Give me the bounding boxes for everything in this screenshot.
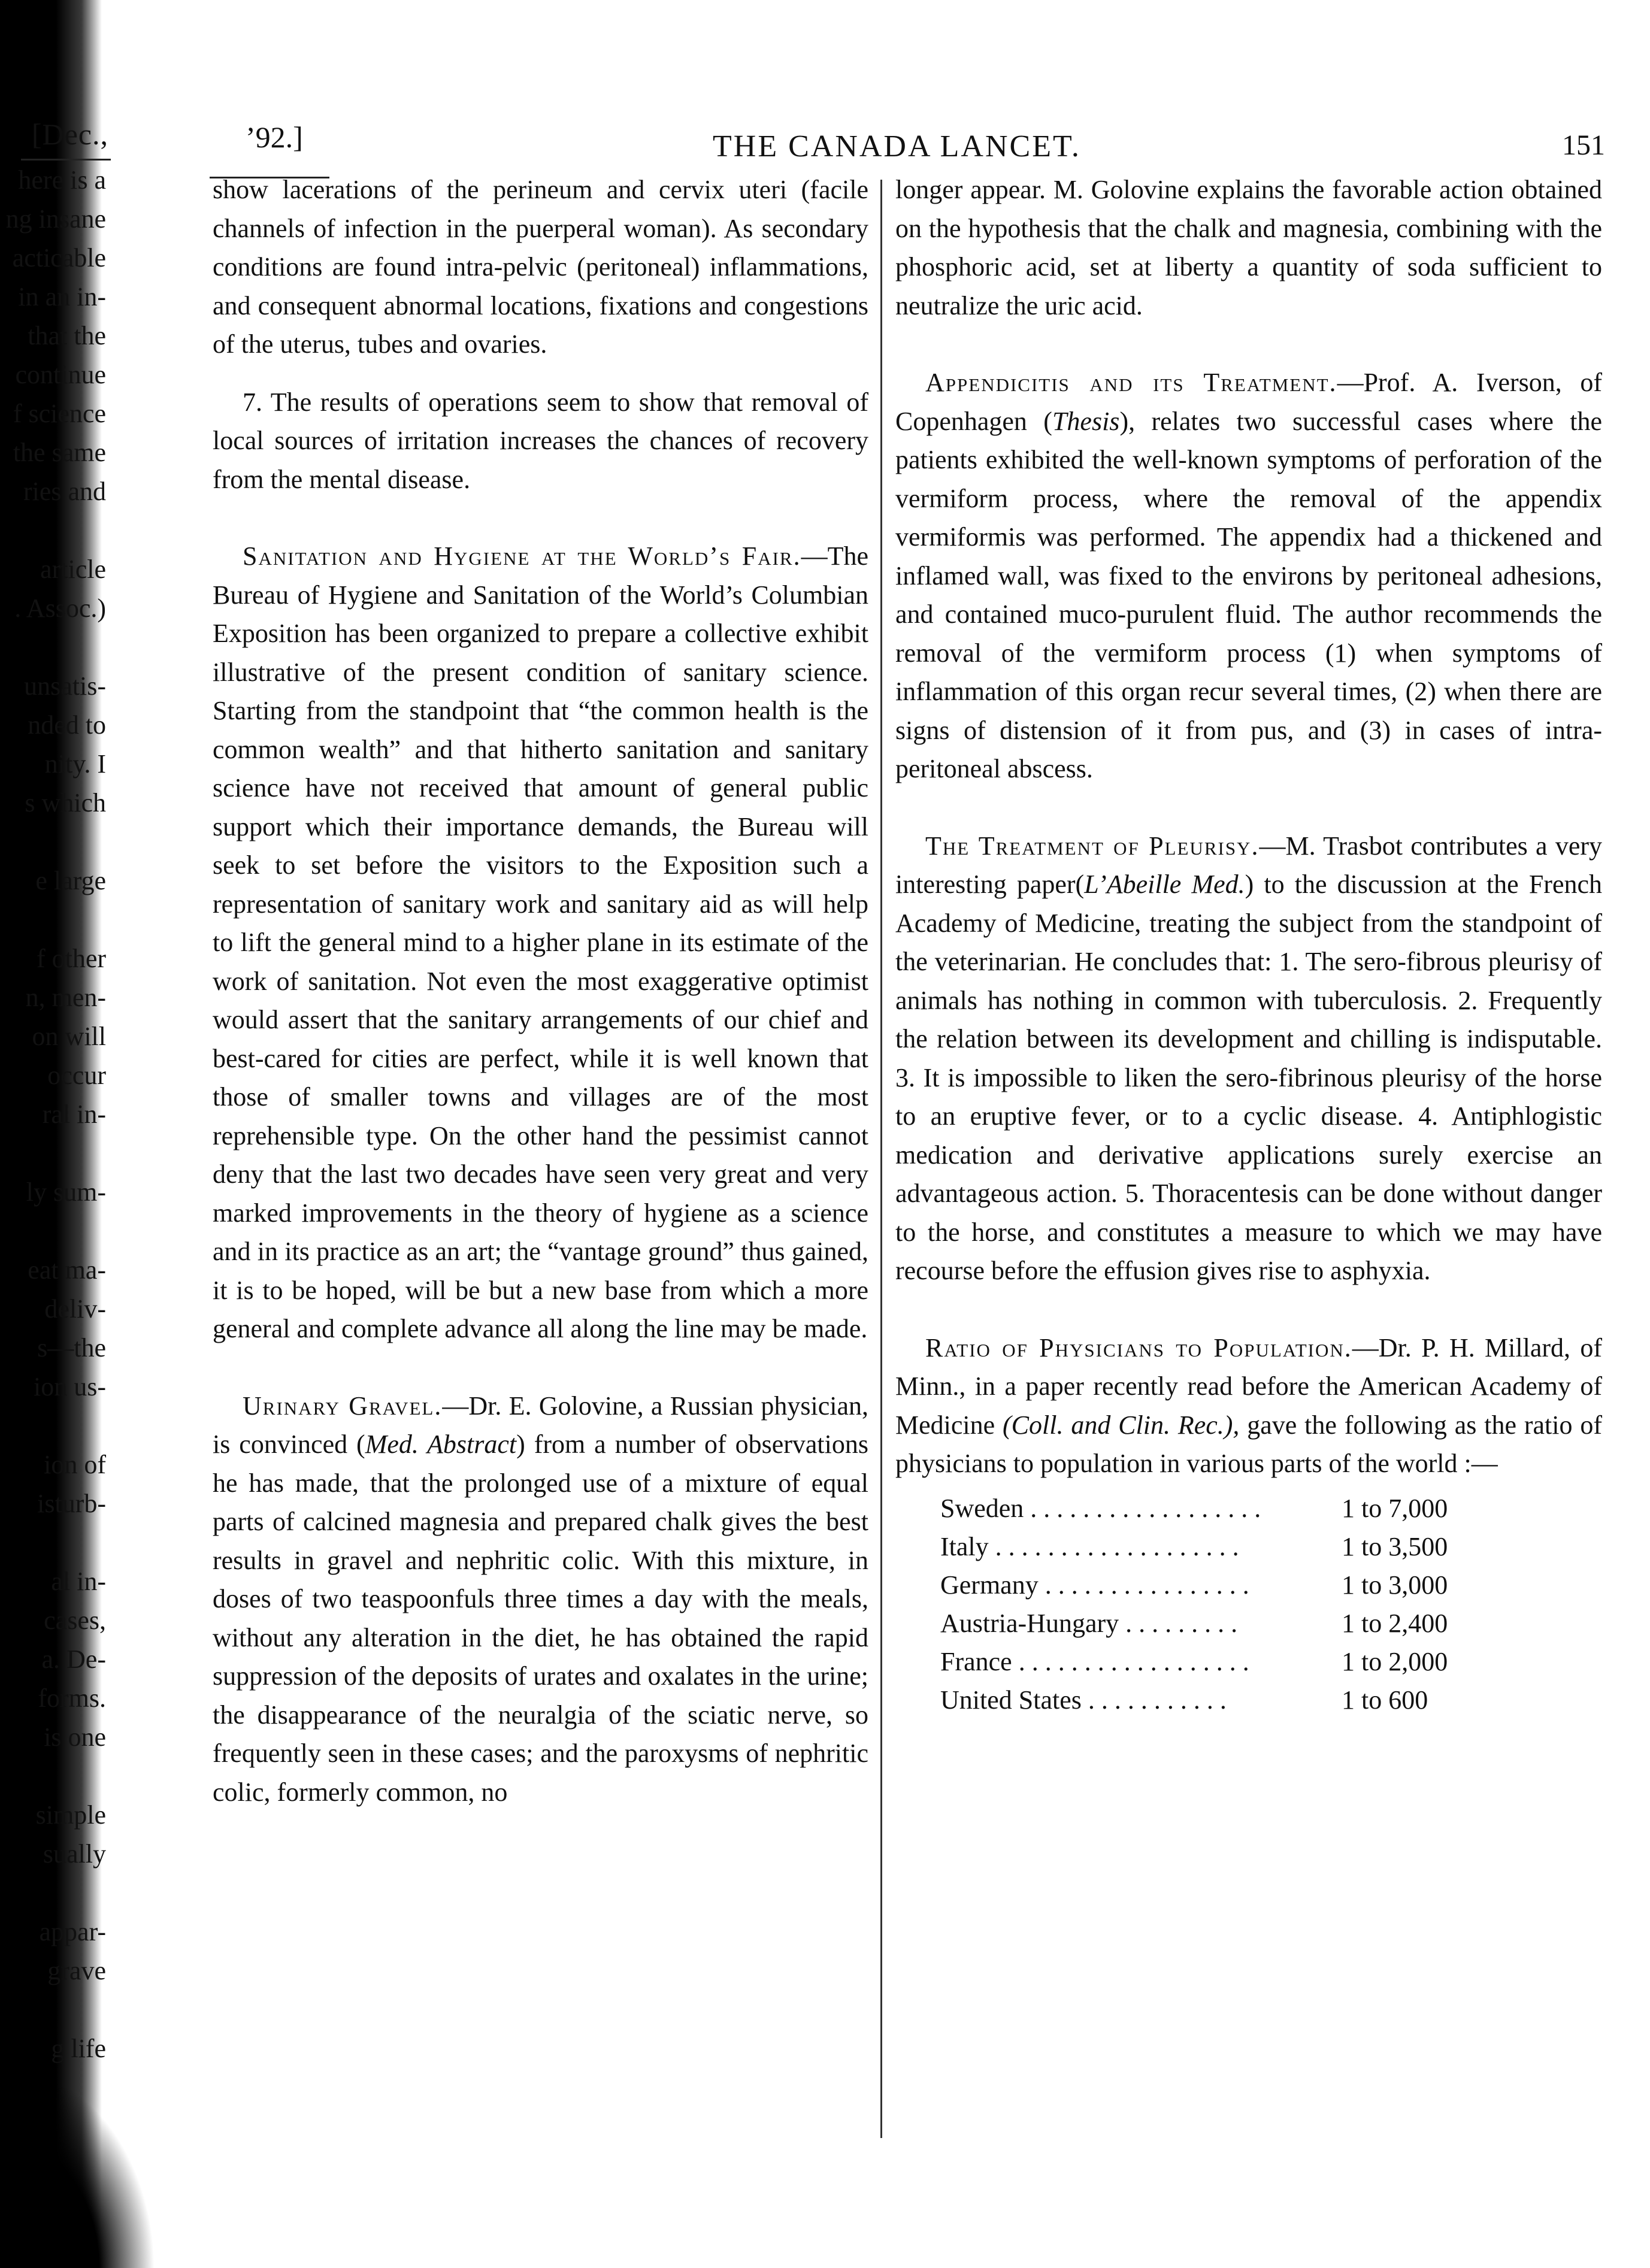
previous-page-line: the same	[13, 438, 106, 467]
article-body: —Prof. A. Iverson, of Copenhagen (	[895, 368, 1602, 436]
article-pleurisy	[895, 827, 1602, 1291]
header-year: ’92.]	[246, 120, 303, 154]
table-row	[940, 1681, 1521, 1719]
source-citation: (Coll. and Clin. Rec.),	[1003, 1410, 1240, 1440]
ratio-cell: 1 to 2,400	[1342, 1608, 1448, 1638]
column-divider	[880, 180, 882, 2138]
paragraph-continued: longer appear. M. Golovine explains the favorable action obtained on the hypothesis that the chalk and magnesia, combining with the phosphoric acid, set at liberty a quantity of soda sufficient to neutralize the uric acid.	[895, 175, 1602, 320]
previous-page-line: ries and	[23, 477, 106, 506]
source-citation: Thesis	[1052, 406, 1120, 436]
country-cell: Germany . . . . . . . . . . . . . . . .	[940, 1570, 1249, 1600]
previous-page-line: . Assoc.)	[14, 594, 106, 623]
ratio-cell: 1 to 600	[1342, 1685, 1428, 1715]
previous-page-line: ng insane	[5, 204, 106, 234]
previous-page-line: grave	[47, 1956, 106, 1985]
previous-page-line: simple	[35, 1800, 106, 1830]
previous-page-line: ion us-	[34, 1372, 106, 1401]
article-heading: The Treatment of Pleurisy.	[925, 831, 1260, 861]
previous-page-line: f science	[13, 399, 106, 428]
article-body: ) to the discussion at the French Academy of Medicine, treating the subject from the standpoint of the veterinarian. He concludes that: 1. The sero-fibrous pleurisy of animals has nothing in common with tuberculosis. 2. Frequently the relation between its development and chilling is indisputable. 3. It is impossible to liken the sero-fibrinous pleurisy of the horse to an eruptive fever, or to a cyclic disease. 4. Antiphlogistic medication and derivative applications surely exercise an advantageous action. 5. Thoracentesis can be done without danger to the horse, and constitutes a measure to which we may have recourse before the effusion gives rise to asphyxia.	[895, 870, 1602, 1285]
ratio-cell: 1 to 3,500	[1342, 1531, 1448, 1561]
previous-page-line: in an in-	[18, 282, 106, 311]
article-appendicitis	[895, 364, 1602, 789]
previous-page-line: deliv-	[44, 1294, 106, 1324]
paragraph-continued: show lacerations of the perineum and cervix uteri (facile channels of infection in the puerperal woman). As secondary conditions are found intra-pelvic (peritoneal) inflammations, and consequent abnormal locations, fixations and congestions of the uterus, tubes and ovaries.	[213, 175, 868, 359]
source-citation: Med. Abstract	[365, 1430, 517, 1459]
article-body: gave the following as the ratio of physicians to population in various parts of the world :—	[895, 1410, 1602, 1478]
country-cell: United States . . . . . . . . . . .	[940, 1685, 1227, 1715]
previous-page-line: forms.	[38, 1683, 106, 1713]
previous-page-line: unsatis-	[24, 671, 106, 701]
previous-page-line: sually	[43, 1839, 106, 1869]
article-heading: Ratio of Physicians to Population.	[925, 1333, 1352, 1362]
journal-title: THE CANADA LANCET.	[713, 129, 1081, 163]
country-cell: Italy . . . . . . . . . . . . . . . . . . .	[940, 1531, 1239, 1561]
previous-page-line: ral in-	[42, 1100, 106, 1129]
previous-page-line: a. De-	[41, 1645, 106, 1674]
table-row	[940, 1566, 1521, 1604]
previous-page-line: nded to	[28, 710, 106, 740]
article-ratio-physicians	[895, 1329, 1602, 1483]
previous-page-line: article	[40, 555, 106, 584]
ratio-table	[940, 1489, 1521, 1719]
article-heading: Sanitation and Hygiene at the World’s Fair.	[243, 541, 801, 571]
previous-page-line: cases,	[44, 1606, 106, 1635]
table-row	[940, 1489, 1521, 1528]
previous-page-rule	[21, 159, 111, 161]
previous-page-line: e large	[35, 866, 106, 895]
article-urinary-gravel	[213, 1387, 868, 1812]
country-cell: Austria-Hungary . . . . . . . . .	[940, 1608, 1238, 1638]
left-column	[213, 171, 868, 1812]
previous-page-line: is one	[44, 1722, 106, 1752]
article-body: —M. Trasbot contributes a very interesting paper(	[895, 831, 1603, 899]
previous-page-line: g life	[51, 2034, 106, 2063]
article-sanitation	[213, 537, 868, 1349]
previous-page-line: s—the	[37, 1333, 106, 1362]
article-body: —Dr. P. H. Millard, of Minn., in a paper recently read before the American Academy of Medicine	[895, 1333, 1602, 1440]
page-number: 151	[1562, 129, 1605, 161]
previous-page-line: appar-	[39, 1917, 106, 1946]
previous-page-edge	[0, 90, 111, 2186]
ratio-cell: 1 to 3,000	[1342, 1570, 1448, 1600]
article-heading: Appendicitis and its Treatment.	[925, 368, 1337, 397]
ratio-cell: 1 to 7,000	[1342, 1493, 1448, 1523]
source-citation: L’Abeille Med.	[1084, 870, 1245, 899]
previous-page-line: nity. I	[44, 749, 106, 779]
article-heading: Urinary Gravel.	[243, 1391, 443, 1421]
table-row	[940, 1643, 1521, 1681]
previous-page-line: eat ma-	[28, 1255, 106, 1285]
table-row	[940, 1604, 1521, 1643]
article-body: ) from a number of observations he has made, that the prolonged use of a mixture of equal parts of calcined magnesia and prepared chalk gives the best results in gravel and nephritic colic. With this mixture, in doses of two teaspoonfuls three times a day with the meals, without any alteration in the diet, he has obtained the rapid suppression of the deposits of urates and oxalates in the urine; the disappearance of the neuralgia of the sciatic nerve, so frequently seen in these cases; and the paroxysms of nephritic colic, formerly common, no	[213, 1430, 868, 1807]
previous-page-line: that the	[28, 321, 106, 350]
country-cell: France . . . . . . . . . . . . . . . . . .	[940, 1646, 1249, 1676]
previous-page-line: continue	[15, 360, 106, 389]
right-column	[895, 171, 1602, 1719]
table-row	[940, 1528, 1521, 1566]
article-body: ), relates two successful cases where the patients exhibited the well-known symptoms of perforation of the vermiform process, where the removal of the appendix vermiformis was performed. The appendix had a thickened and inflamed wall, was fixed to the environs by peritoneal adhesions, and contained muco-purulent fluid. The author recommends the removal of the vermiform process (1) when symptoms of inflammation of this organ recur several times, (2) when there are signs of distension of it from pus, and (3) in cases of intra-peritoneal abscess.	[895, 406, 1602, 783]
paragraph-item-7: 7. The results of operations seem to show that removal of local sources of irritation increases the chances of recovery from the mental disease.	[213, 387, 868, 494]
previous-page-line: acticable	[12, 243, 106, 272]
previous-page-line: al in-	[51, 1567, 106, 1596]
previous-page-line: s which	[25, 788, 106, 817]
previous-page-line: n, men-	[25, 983, 106, 1012]
previous-page-line: ly sum-	[26, 1177, 106, 1207]
previous-page-header: [Dec.,	[31, 117, 108, 151]
previous-page-line: ion of	[44, 1450, 106, 1479]
previous-page-line: f other	[36, 944, 106, 973]
previous-page-line: isturb-	[37, 1489, 106, 1518]
article-body: —The Bureau of Hygiene and Sanitation of the World’s Columbian Exposition has been organized to prepare a collective exhibit illustrative of the present condition of sanitary science. Starting from the standpoint that “the common health is the common wealth” and that hitherto sanitation and sanitary science have not received that amount of general public support which their importance demands, the Bureau will seek to set before the visitors to the Exposition such a representation of sanitary work and sanitary aid as will help to lift the general mind to a higher plane in its estimate of the work of sanitation. Not even the most exaggerative optimist would assert that the sanitary arrangements of our chief and best-cared for cities are perfect, while it is well known that those of smaller towns and villages are of the most reprehensible type. On the other hand the pessimist cannot deny that the last two decades have seen very great and very marked improvements in the theory of hygiene as a science and in its practice as an art; the “vantage ground” thus gained, it is to be hoped, will be but a new base from which a more general and complete advance all along the line may be made.	[213, 541, 868, 1343]
previous-page-line: on will	[32, 1022, 106, 1051]
article-body: —Dr. E. Golovine, a Russian physician, is convinced (	[213, 1391, 869, 1459]
previous-page-line: occur	[47, 1061, 106, 1090]
ratio-cell: 1 to 2,000	[1342, 1646, 1448, 1676]
country-cell: Sweden . . . . . . . . . . . . . . . . . .	[940, 1493, 1261, 1523]
previous-page-line: here is a	[18, 165, 106, 195]
